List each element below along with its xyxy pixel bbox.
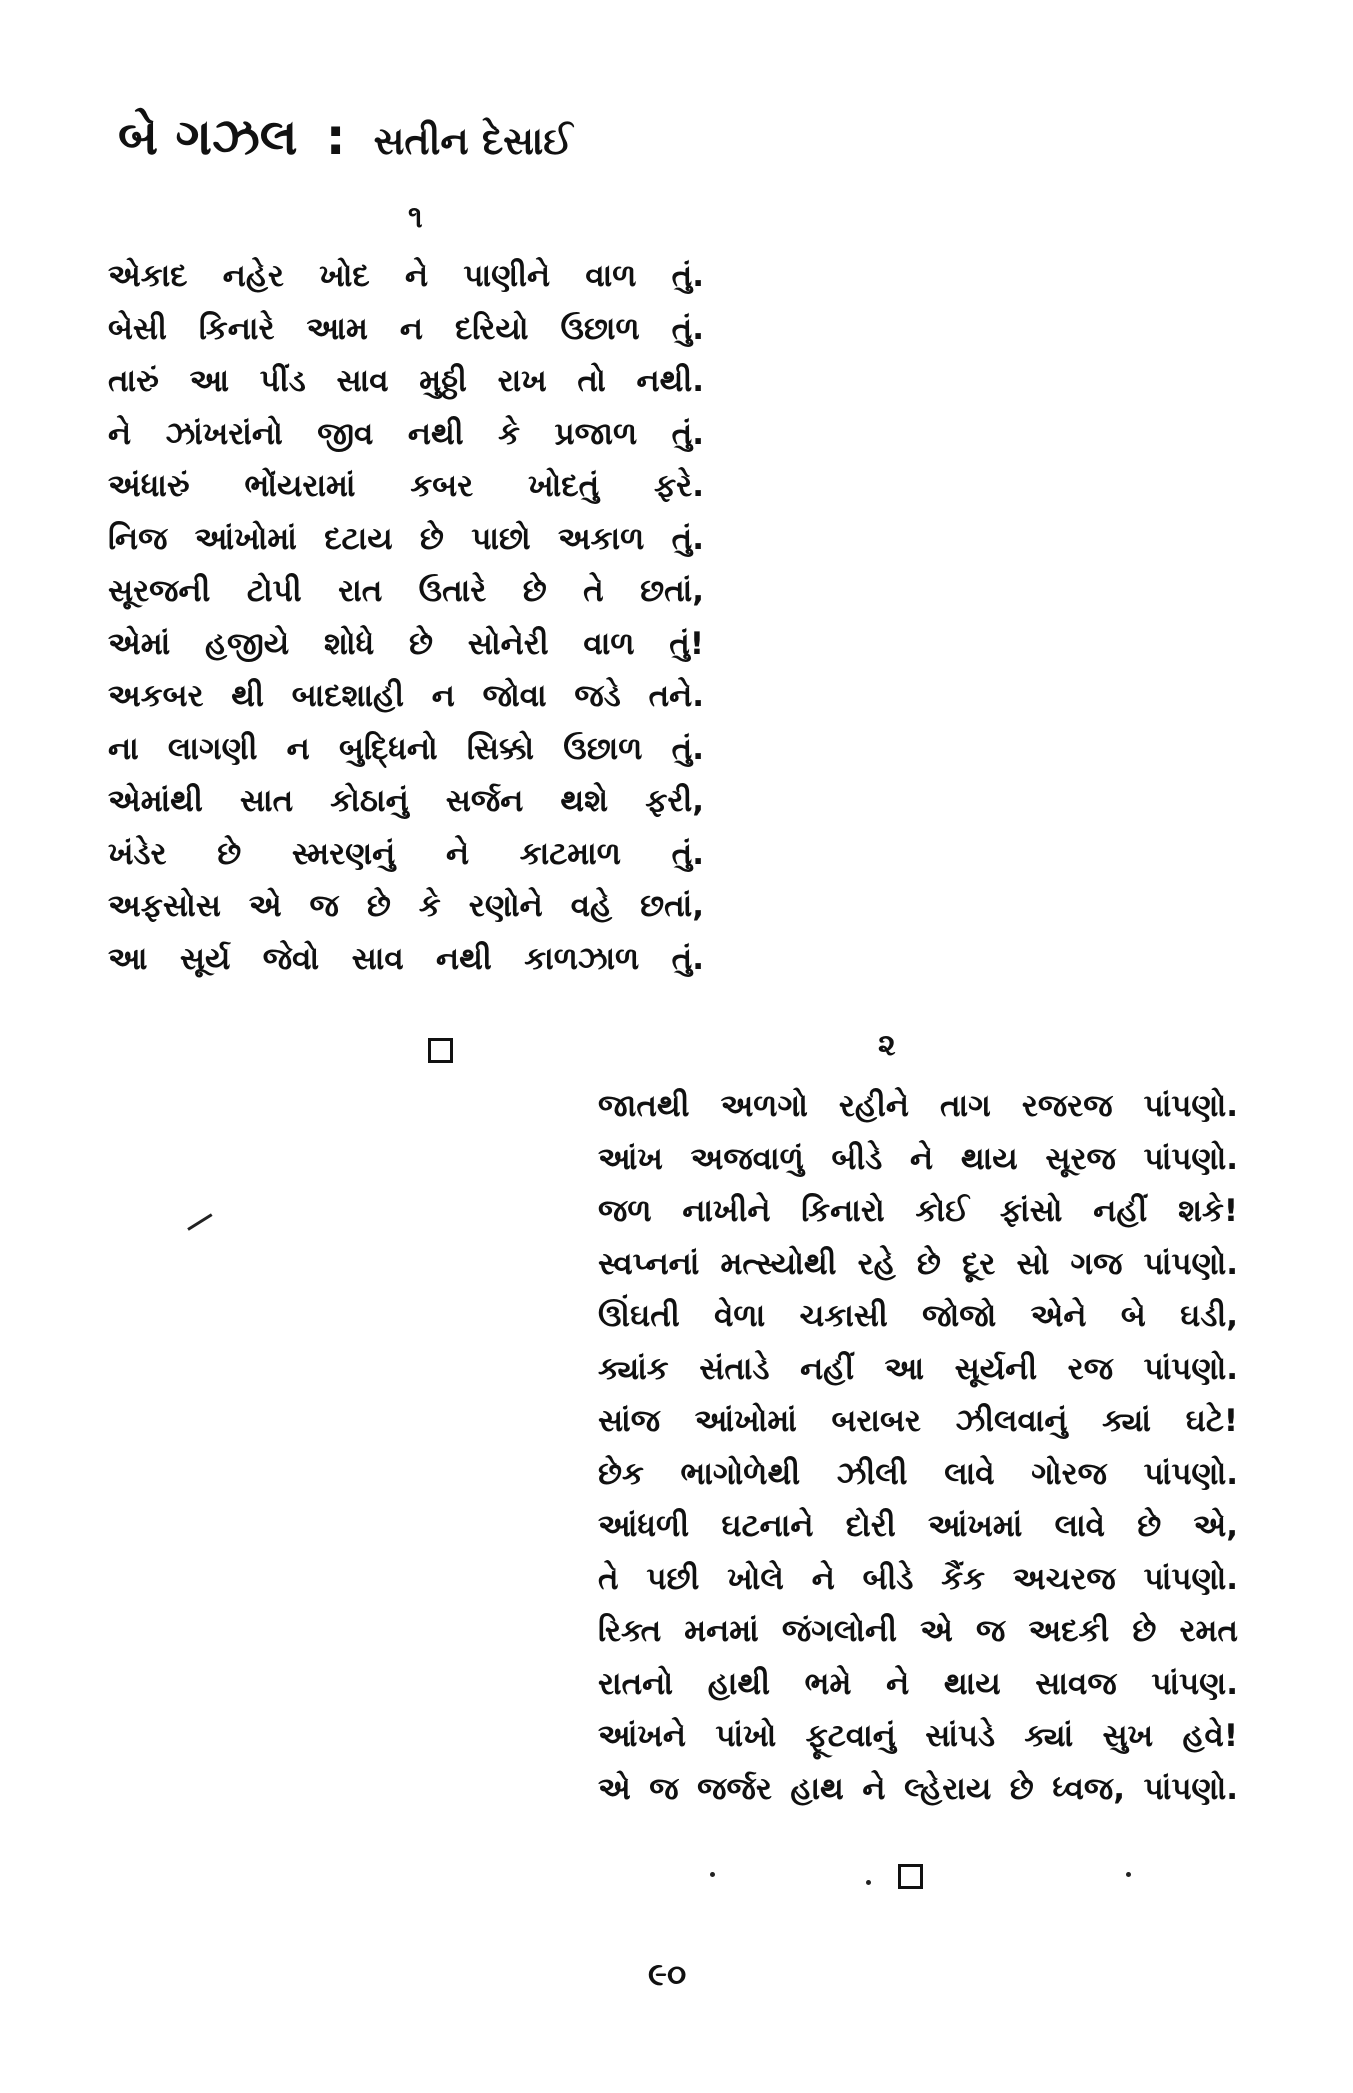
poem1-line: સૂરજની ટોપી રાત ઉતારે છે તે છતાં, bbox=[108, 573, 704, 609]
poem1-line: ને ઝાંખરાંનો જીવ નથી કે પ્રજાળ તું. bbox=[108, 415, 704, 452]
poem1-line: તારું આ પીંડ સાવ મુઠ્ઠી રાખ તો નથી. bbox=[108, 363, 704, 399]
poem2-line: જાતથી અળગો રહીને તાગ રજરજ પાંપણો. bbox=[598, 1088, 1238, 1124]
poem2-line: તે પછી ખોલે ને બીડે કૈંક અચરજ પાંપણો. bbox=[598, 1560, 1238, 1597]
poem1-line: એમાં હજીયે શોધે છે સોનેરી વાળ તું! bbox=[108, 625, 704, 662]
poem1-text bbox=[108, 250, 704, 985]
poem2-line: આંધળી ઘટનાને દોરી આંખમાં લાવે છે એ, bbox=[598, 1508, 1238, 1544]
poem2-line: એ જ જર્જર હાથ ને લ્હેરાય છે ધ્વજ, પાંપણો. bbox=[598, 1770, 1238, 1807]
poem1-line: આ સૂર્ય જેવો સાવ નથી કાળઝાળ તું. bbox=[108, 940, 704, 977]
poem1-line: એકાદ નહેર ખોદ ને પાણીને વાળ તું. bbox=[108, 258, 704, 294]
poem1-line: અકબર થી બાદશાહી ન જોવા જડે તને. bbox=[108, 678, 704, 714]
page-heading bbox=[118, 108, 573, 167]
poem1-line: અંધારું ભોંયરામાં કબર ખોદતું ફરે. bbox=[108, 468, 704, 504]
poem1-line: ખંડેર છે સ્મરણનું ને કાટમાળ તું. bbox=[108, 835, 704, 872]
poem1-line: એમાંથી સાત કોઠાનું સર્જન થશે ફરી, bbox=[108, 783, 704, 819]
poem2-line: રિક્ત મનમાં જંગલોની એ જ અદકી છે રમત bbox=[598, 1613, 1238, 1649]
poem2-line: જળ નાખીને કિનારો કોઈ ફાંસો નહીં શકે! bbox=[598, 1193, 1238, 1229]
poem2-line: સાંજ આંખોમાં બરાબર ઝીલવાનું ક્યાં ઘટે! bbox=[598, 1403, 1238, 1439]
poem1-line: બેસી કિનારે આમ ન દરિયો ઉછાળ તું. bbox=[108, 310, 704, 347]
poem1-end-box-icon bbox=[428, 1038, 453, 1063]
speck bbox=[1126, 1872, 1131, 1877]
heading-title: બે ગઝલ bbox=[118, 108, 298, 166]
poem2-end-box-icon bbox=[898, 1864, 923, 1889]
poem2-line: છેક ભાગોળેથી ઝીલી લાવે ગોરજ પાંપણો. bbox=[598, 1455, 1238, 1492]
poem2-line: આંખને પાંખો ફૂટવાનું સાંપડે ક્યાં સુખ હવે! bbox=[598, 1718, 1238, 1754]
poem2-text bbox=[598, 1080, 1238, 1815]
poem2-line: આંખ અજવાળું બીડે ને થાય સૂરજ પાંપણો. bbox=[598, 1140, 1238, 1177]
poem1-line: અફસોસ એ જ છે કે રણોને વહે છતાં, bbox=[108, 888, 704, 924]
poem1-line: ના લાગણી ન બુદ્ધિનો સિક્કો ઉછાળ તું. bbox=[108, 730, 704, 767]
poem2-line: રાતનો હાથી ભમે ને થાય સાવજ પાંપણ. bbox=[598, 1665, 1238, 1702]
poem1-number: ૧ bbox=[408, 200, 423, 235]
poem2-number: ૨ bbox=[878, 1028, 896, 1063]
page-number: ૯૦ bbox=[648, 1955, 687, 1993]
heading-author: સતીન દેસાઈ bbox=[373, 119, 573, 163]
poem2-line: સ્વપ્નનાં મત્સ્યોથી રહે છે દૂર સો ગજ પાંપણો. bbox=[598, 1245, 1238, 1282]
poem2-line: ઊંઘતી વેળા ચકાસી જોજો એને બે ઘડી, bbox=[598, 1298, 1238, 1334]
speck bbox=[866, 1880, 871, 1885]
stray-mark bbox=[187, 1213, 212, 1230]
heading-separator: : bbox=[325, 108, 346, 166]
poem1-line: નિજ આંખોમાં દટાય છે પાછો અકાળ તું. bbox=[108, 520, 704, 557]
speck bbox=[710, 1872, 715, 1877]
poem2-line: ક્યાંક સંતાડે નહીં આ સૂર્યની રજ પાંપણો. bbox=[598, 1350, 1238, 1387]
